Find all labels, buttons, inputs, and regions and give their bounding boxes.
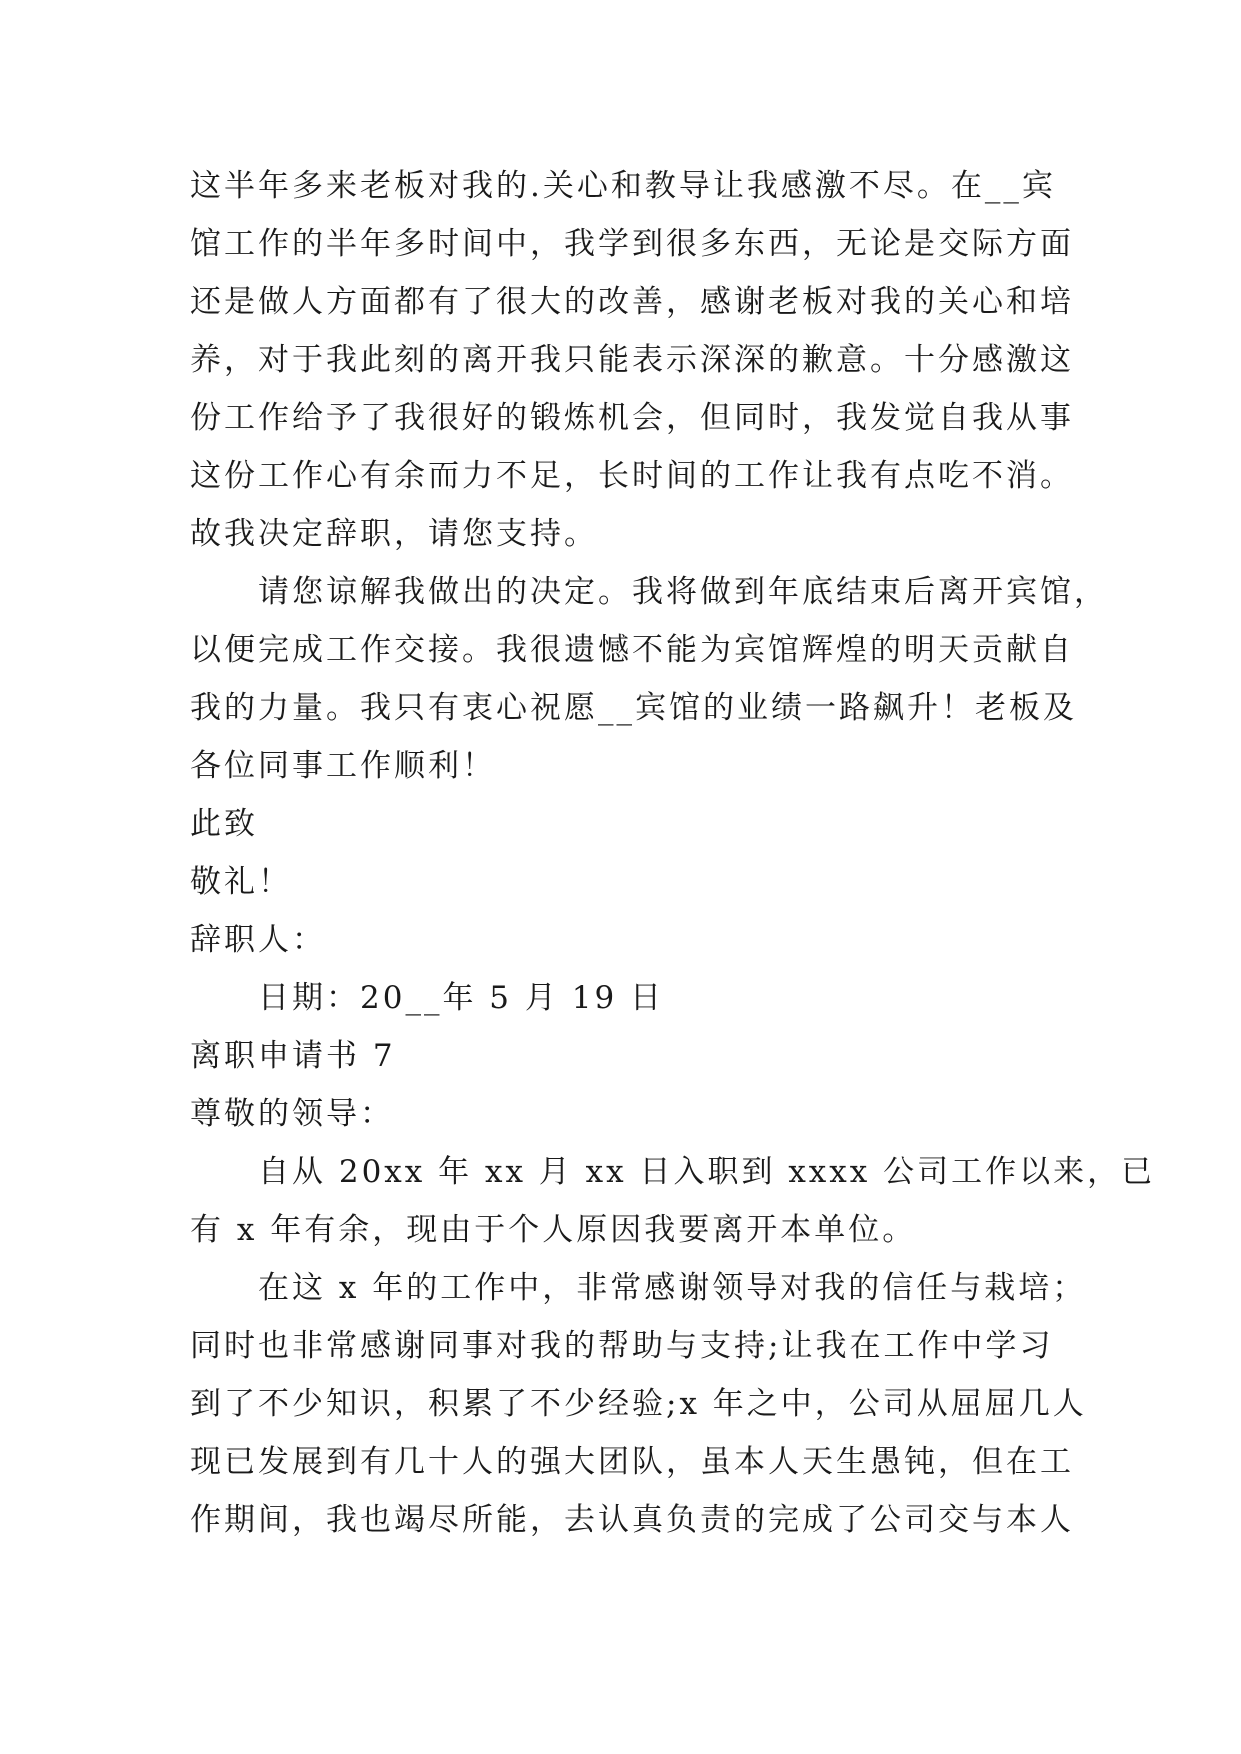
- text-line: 同时也非常感谢同事对我的帮助与支持;让我在工作中学习: [190, 1328, 1054, 1364]
- closing-regards: 敬礼！: [190, 864, 292, 900]
- text-line: 份工作给予了我很好的锻炼机会，但同时，我发觉自我从事: [190, 400, 1074, 436]
- date-line: 日期：20__年 5 月 19 日: [258, 980, 665, 1016]
- text-line: 有 x 年有余，现由于个人原因我要离开本单位。: [190, 1212, 917, 1248]
- text-line: 到了不少知识，积累了不少经验;x 年之中，公司从屈屈几人: [190, 1386, 1087, 1422]
- text-line: 现已发展到有几十人的强大团队，虽本人天生愚钝，但在工: [190, 1444, 1074, 1480]
- text-line: 作期间，我也竭尽所能，去认真负责的完成了公司交与本人: [190, 1502, 1074, 1538]
- text-line: 各位同事工作顺利！: [190, 748, 496, 784]
- paragraph-start-line: 请您谅解我做出的决定。我将做到年底结束后离开宾馆，: [258, 574, 1108, 610]
- text-line: 养，对于我此刻的离开我只能表示深深的歉意。十分感激这: [190, 342, 1074, 378]
- greeting: 尊敬的领导：: [190, 1096, 394, 1132]
- text-line: 这半年多来老板对我的.关心和教导让我感激不尽。在__宾: [190, 168, 1056, 204]
- text-line: 还是做人方面都有了很大的改善，感谢老板对我的关心和培: [190, 284, 1074, 320]
- paragraph-start-line: 在这 x 年的工作中，非常感谢领导对我的信任与栽培；: [258, 1270, 1087, 1306]
- text-line: 故我决定辞职，请您支持。: [190, 516, 598, 552]
- text-line: 我的力量。我只有衷心祝愿__宾馆的业绩一路飙升！老板及: [190, 690, 1077, 726]
- paragraph-start-line: 自从 20xx 年 xx 月 xx 日入职到 xxxx 公司工作以来，已: [258, 1154, 1156, 1190]
- closing-salutation: 此致: [190, 806, 258, 842]
- text-line: 这份工作心有余而力不足，长时间的工作让我有点吃不消。: [190, 458, 1074, 494]
- section-title: 离职申请书 7: [190, 1038, 396, 1074]
- signature-label: 辞职人：: [190, 922, 326, 958]
- text-line: 以便完成工作交接。我很遗憾不能为宾馆辉煌的明天贡献自: [190, 632, 1074, 668]
- text-line: 馆工作的半年多时间中，我学到很多东西，无论是交际方面: [190, 226, 1074, 262]
